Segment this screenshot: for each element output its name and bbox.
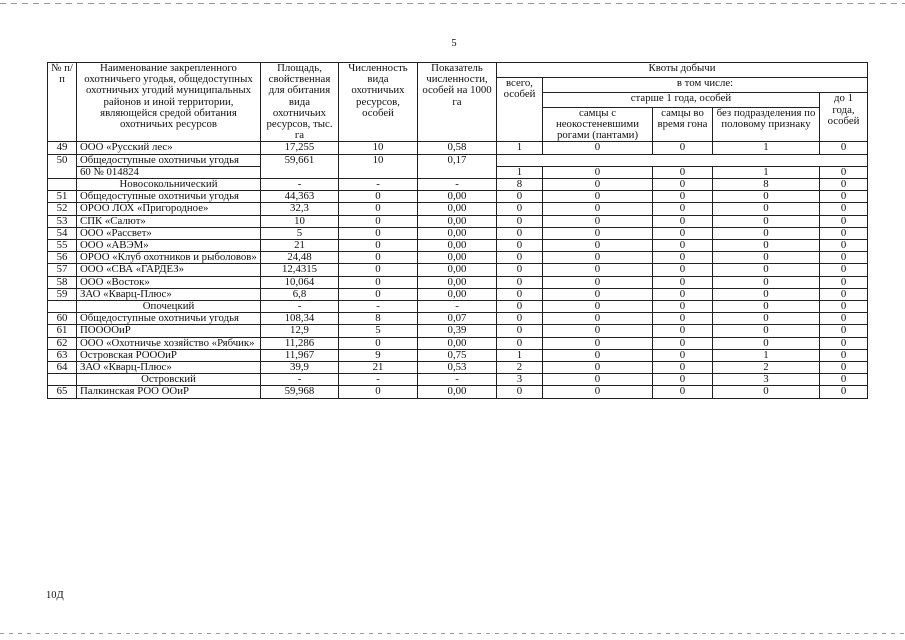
row-area: 11,286 — [261, 337, 339, 349]
row-area: 12,4315 — [261, 264, 339, 276]
row-nosex: 0 — [713, 276, 820, 288]
row-nosex: 1 — [713, 166, 820, 178]
row-density: 0,17 — [418, 154, 497, 178]
row-area: 12,9 — [261, 325, 339, 337]
row-males: 0 — [543, 301, 653, 313]
row-count: 0 — [339, 215, 418, 227]
row-males: 0 — [543, 227, 653, 239]
row-young: 0 — [820, 276, 868, 288]
row-count: 9 — [339, 349, 418, 361]
row-total: 0 — [497, 264, 543, 276]
row-nosex: 0 — [713, 252, 820, 264]
table-row — [48, 227, 868, 239]
header-including: в том числе: — [543, 78, 868, 93]
row-males: 0 — [543, 252, 653, 264]
row-nosex: 0 — [713, 264, 820, 276]
table-row — [48, 386, 868, 398]
district-row — [48, 301, 868, 313]
district-row — [48, 179, 868, 191]
row-total: 0 — [497, 191, 543, 203]
row-density: 0,00 — [418, 276, 497, 288]
row-num: 56 — [48, 252, 77, 264]
row-count: 0 — [339, 386, 418, 398]
row-count: 0 — [339, 276, 418, 288]
row-males: 0 — [543, 179, 653, 191]
row-area: 59,661 — [261, 154, 339, 178]
row-area: 24,48 — [261, 252, 339, 264]
row-total: 0 — [497, 301, 543, 313]
row-area: 39,9 — [261, 362, 339, 374]
row-males: 0 — [543, 191, 653, 203]
row-nosex: 0 — [713, 227, 820, 239]
row-density: 0,00 — [418, 386, 497, 398]
row-density: - — [418, 374, 497, 386]
row-total: 0 — [497, 252, 543, 264]
row-name: ЗАО «Кварц-Плюс» — [77, 362, 261, 374]
row-num: 58 — [48, 276, 77, 288]
row-num: 63 — [48, 349, 77, 361]
row-density: 0,00 — [418, 240, 497, 252]
row-num: 59 — [48, 288, 77, 300]
row-area: - — [261, 301, 339, 313]
row-name: Общедоступные охотничьи угодья — [77, 154, 261, 166]
row-nosex: 0 — [713, 386, 820, 398]
row-name: ООО «Охотничье хозяйство «Рябчик» — [77, 337, 261, 349]
row-nosex: 8 — [713, 179, 820, 191]
row-males: 0 — [543, 240, 653, 252]
row-num: 50 — [48, 154, 77, 178]
row-rut: 0 — [653, 191, 713, 203]
row-nosex: 0 — [713, 301, 820, 313]
row-young: 0 — [820, 240, 868, 252]
row-count: 10 — [339, 154, 418, 178]
row-males: 0 — [543, 142, 653, 154]
row-num: 60 — [48, 313, 77, 325]
row-young: 0 — [820, 374, 868, 386]
row-empty-quota — [497, 154, 868, 166]
row-density: 0,00 — [418, 203, 497, 215]
row-nosex: 0 — [713, 215, 820, 227]
row-rut: 0 — [653, 166, 713, 178]
row-num: 64 — [48, 362, 77, 374]
row-area: 17,255 — [261, 142, 339, 154]
row-males: 0 — [543, 264, 653, 276]
row-nosex: 0 — [713, 337, 820, 349]
row-rut: 0 — [653, 362, 713, 374]
row-name: Палкинская РОО ООиР — [77, 386, 261, 398]
row-density: 0,00 — [418, 337, 497, 349]
row-area: 11,967 — [261, 349, 339, 361]
row-count: 0 — [339, 252, 418, 264]
row-num: 52 — [48, 203, 77, 215]
row-count: 0 — [339, 240, 418, 252]
row-total: 3 — [497, 374, 543, 386]
row-density: 0,00 — [418, 227, 497, 239]
row-young: 0 — [820, 301, 868, 313]
table-row — [48, 142, 868, 154]
row-nosex: 0 — [713, 313, 820, 325]
row-name: ОРОО ЛОХ «Пригородное» — [77, 203, 261, 215]
row-nosex: 2 — [713, 362, 820, 374]
row-name: СПК «Салют» — [77, 215, 261, 227]
row-density: 0,39 — [418, 325, 497, 337]
header-total: всего, особей — [497, 78, 543, 142]
row-males: 0 — [543, 313, 653, 325]
row-total: 0 — [497, 313, 543, 325]
row-area: 10 — [261, 215, 339, 227]
scan-edge-bottom — [0, 633, 905, 634]
row-area: 44,363 — [261, 191, 339, 203]
row-rut: 0 — [653, 227, 713, 239]
row-rut: 0 — [653, 325, 713, 337]
row-young: 0 — [820, 337, 868, 349]
footer-code: 10Д — [46, 590, 64, 601]
row-area: 10,064 — [261, 276, 339, 288]
district-name: Опочецкий — [77, 301, 261, 313]
row-density: 0,00 — [418, 215, 497, 227]
row-num: 49 — [48, 142, 77, 154]
row-total: 1 — [497, 142, 543, 154]
row-young: 0 — [820, 179, 868, 191]
row-area: 59,968 — [261, 386, 339, 398]
row-name: ООО «АВЭМ» — [77, 240, 261, 252]
row-total: 0 — [497, 240, 543, 252]
row-males: 0 — [543, 386, 653, 398]
row-count: 10 — [339, 142, 418, 154]
row-total: 0 — [497, 227, 543, 239]
row-males: 0 — [543, 374, 653, 386]
row-total: 1 — [497, 349, 543, 361]
row-area: - — [261, 179, 339, 191]
header-density: Показатель численности, особей на 1000 га — [418, 63, 497, 142]
row-total: 0 — [497, 276, 543, 288]
row-name: ЗАО «Кварц-Плюс» — [77, 288, 261, 300]
row-young: 0 — [820, 191, 868, 203]
row-young: 0 — [820, 166, 868, 178]
row-num — [48, 301, 77, 313]
row-count: 0 — [339, 227, 418, 239]
row-young: 0 — [820, 252, 868, 264]
page-number: 5 — [451, 38, 457, 49]
row-rut: 0 — [653, 374, 713, 386]
row-total: 0 — [497, 337, 543, 349]
row-area: 108,34 — [261, 313, 339, 325]
row-males: 0 — [543, 349, 653, 361]
row-count: 0 — [339, 191, 418, 203]
row-num: 62 — [48, 337, 77, 349]
row-density: 0,00 — [418, 288, 497, 300]
row-count: 0 — [339, 288, 418, 300]
row-rut: 0 — [653, 386, 713, 398]
row-total: 8 — [497, 179, 543, 191]
header-area: Площадь, свойственная для обитания вида охотничьих ресурсов, тыс. га — [261, 63, 339, 142]
row-area: 32,3 — [261, 203, 339, 215]
table-row — [48, 191, 868, 203]
row-name: Общедоступные охотничьи угодья — [77, 191, 261, 203]
row-males: 0 — [543, 215, 653, 227]
table-row — [48, 154, 868, 166]
table-row — [48, 203, 868, 215]
table-row — [48, 252, 868, 264]
quota-table — [47, 62, 868, 399]
row-name: Общедоступные охотничьи угодья — [77, 313, 261, 325]
row-males: 0 — [543, 288, 653, 300]
row-total: 2 — [497, 362, 543, 374]
row-males: 0 — [543, 276, 653, 288]
row-name: ООО «СВА «ГАРДЕЗ» — [77, 264, 261, 276]
table-row — [48, 288, 868, 300]
row-total: 0 — [497, 203, 543, 215]
header-males-rut: самцы во время гона — [653, 107, 713, 142]
row-nosex: 1 — [713, 349, 820, 361]
row-num: 57 — [48, 264, 77, 276]
row-density: 0,00 — [418, 264, 497, 276]
row-nosex: 0 — [713, 288, 820, 300]
row-num: 51 — [48, 191, 77, 203]
row-young: 0 — [820, 386, 868, 398]
row-count: - — [339, 301, 418, 313]
row-young: 0 — [820, 313, 868, 325]
row-total: 1 — [497, 166, 543, 178]
row-name: 60 № 014824 — [77, 166, 261, 178]
header-older: старше 1 года, особей — [543, 93, 820, 107]
row-nosex: 0 — [713, 240, 820, 252]
row-density: 0,75 — [418, 349, 497, 361]
header-no-sex: без подразделения по половому признаку — [713, 107, 820, 142]
row-young: 0 — [820, 362, 868, 374]
table-row — [48, 337, 868, 349]
table-row — [48, 349, 868, 361]
row-num: 53 — [48, 215, 77, 227]
district-name: Островский — [77, 374, 261, 386]
row-count: 0 — [339, 337, 418, 349]
district-row — [48, 374, 868, 386]
table-row — [48, 240, 868, 252]
row-young: 0 — [820, 142, 868, 154]
header-quota-group: Квоты добычи — [497, 63, 868, 78]
row-density: - — [418, 301, 497, 313]
row-males: 0 — [543, 337, 653, 349]
row-density: 0,00 — [418, 191, 497, 203]
row-rut: 0 — [653, 301, 713, 313]
row-rut: 0 — [653, 288, 713, 300]
row-name: ООО «Восток» — [77, 276, 261, 288]
row-count: 8 — [339, 313, 418, 325]
scan-edge-top — [0, 3, 905, 4]
row-rut: 0 — [653, 179, 713, 191]
row-name: ОРОО «Клуб охотников и рыболовов» — [77, 252, 261, 264]
row-total: 0 — [497, 215, 543, 227]
header-num: № п/п — [48, 63, 77, 142]
row-nosex: 0 — [713, 203, 820, 215]
row-males: 0 — [543, 166, 653, 178]
district-name: Новосокольнический — [77, 179, 261, 191]
row-nosex: 0 — [713, 325, 820, 337]
row-males: 0 — [543, 203, 653, 215]
row-count: 5 — [339, 325, 418, 337]
row-count: - — [339, 179, 418, 191]
row-num: 55 — [48, 240, 77, 252]
row-rut: 0 — [653, 349, 713, 361]
row-count: 0 — [339, 203, 418, 215]
row-nosex: 3 — [713, 374, 820, 386]
row-rut: 0 — [653, 240, 713, 252]
row-name: ПООООиР — [77, 325, 261, 337]
header-males-antlers: самцы с неокостеневшими рогами (пантами) — [543, 107, 653, 142]
row-young: 0 — [820, 215, 868, 227]
row-nosex: 0 — [713, 191, 820, 203]
row-count: - — [339, 374, 418, 386]
row-area: 6,8 — [261, 288, 339, 300]
row-rut: 0 — [653, 313, 713, 325]
row-count: 21 — [339, 362, 418, 374]
row-num: 61 — [48, 325, 77, 337]
row-rut: 0 — [653, 142, 713, 154]
table-row — [48, 313, 868, 325]
row-young: 0 — [820, 349, 868, 361]
row-rut: 0 — [653, 276, 713, 288]
header-name: Наименование закрепленного охотничьего угодья, общедоступных охотничьих угодий муниципальных районов и иной территории, являющейся средой обитания охотничьих ресурсов — [77, 63, 261, 142]
table-row — [48, 325, 868, 337]
row-name: Островская РОООиР — [77, 349, 261, 361]
row-total: 0 — [497, 288, 543, 300]
row-num — [48, 179, 77, 191]
row-density: 0,07 — [418, 313, 497, 325]
row-density: 0,58 — [418, 142, 497, 154]
table-row — [48, 215, 868, 227]
row-rut: 0 — [653, 264, 713, 276]
row-nosex: 1 — [713, 142, 820, 154]
row-young: 0 — [820, 325, 868, 337]
row-young: 0 — [820, 288, 868, 300]
row-males: 0 — [543, 325, 653, 337]
row-density: - — [418, 179, 497, 191]
row-area: 5 — [261, 227, 339, 239]
header-young: до 1 года, особей — [820, 93, 868, 142]
row-num — [48, 374, 77, 386]
row-num: 65 — [48, 386, 77, 398]
row-area: 21 — [261, 240, 339, 252]
row-young: 0 — [820, 227, 868, 239]
row-rut: 0 — [653, 203, 713, 215]
row-num: 54 — [48, 227, 77, 239]
row-total: 0 — [497, 325, 543, 337]
row-young: 0 — [820, 203, 868, 215]
row-count: 0 — [339, 264, 418, 276]
row-density: 0,00 — [418, 252, 497, 264]
row-rut: 0 — [653, 252, 713, 264]
row-density: 0,53 — [418, 362, 497, 374]
row-young: 0 — [820, 264, 868, 276]
row-total: 0 — [497, 386, 543, 398]
header-count: Численность вида охотничьих ресурсов, особей — [339, 63, 418, 142]
row-area: - — [261, 374, 339, 386]
row-name: ООО «Рассвет» — [77, 227, 261, 239]
table-row — [48, 276, 868, 288]
row-rut: 0 — [653, 337, 713, 349]
row-rut: 0 — [653, 215, 713, 227]
row-name: ООО «Русский лес» — [77, 142, 261, 154]
table-row — [48, 264, 868, 276]
row-males: 0 — [543, 362, 653, 374]
table-row — [48, 362, 868, 374]
